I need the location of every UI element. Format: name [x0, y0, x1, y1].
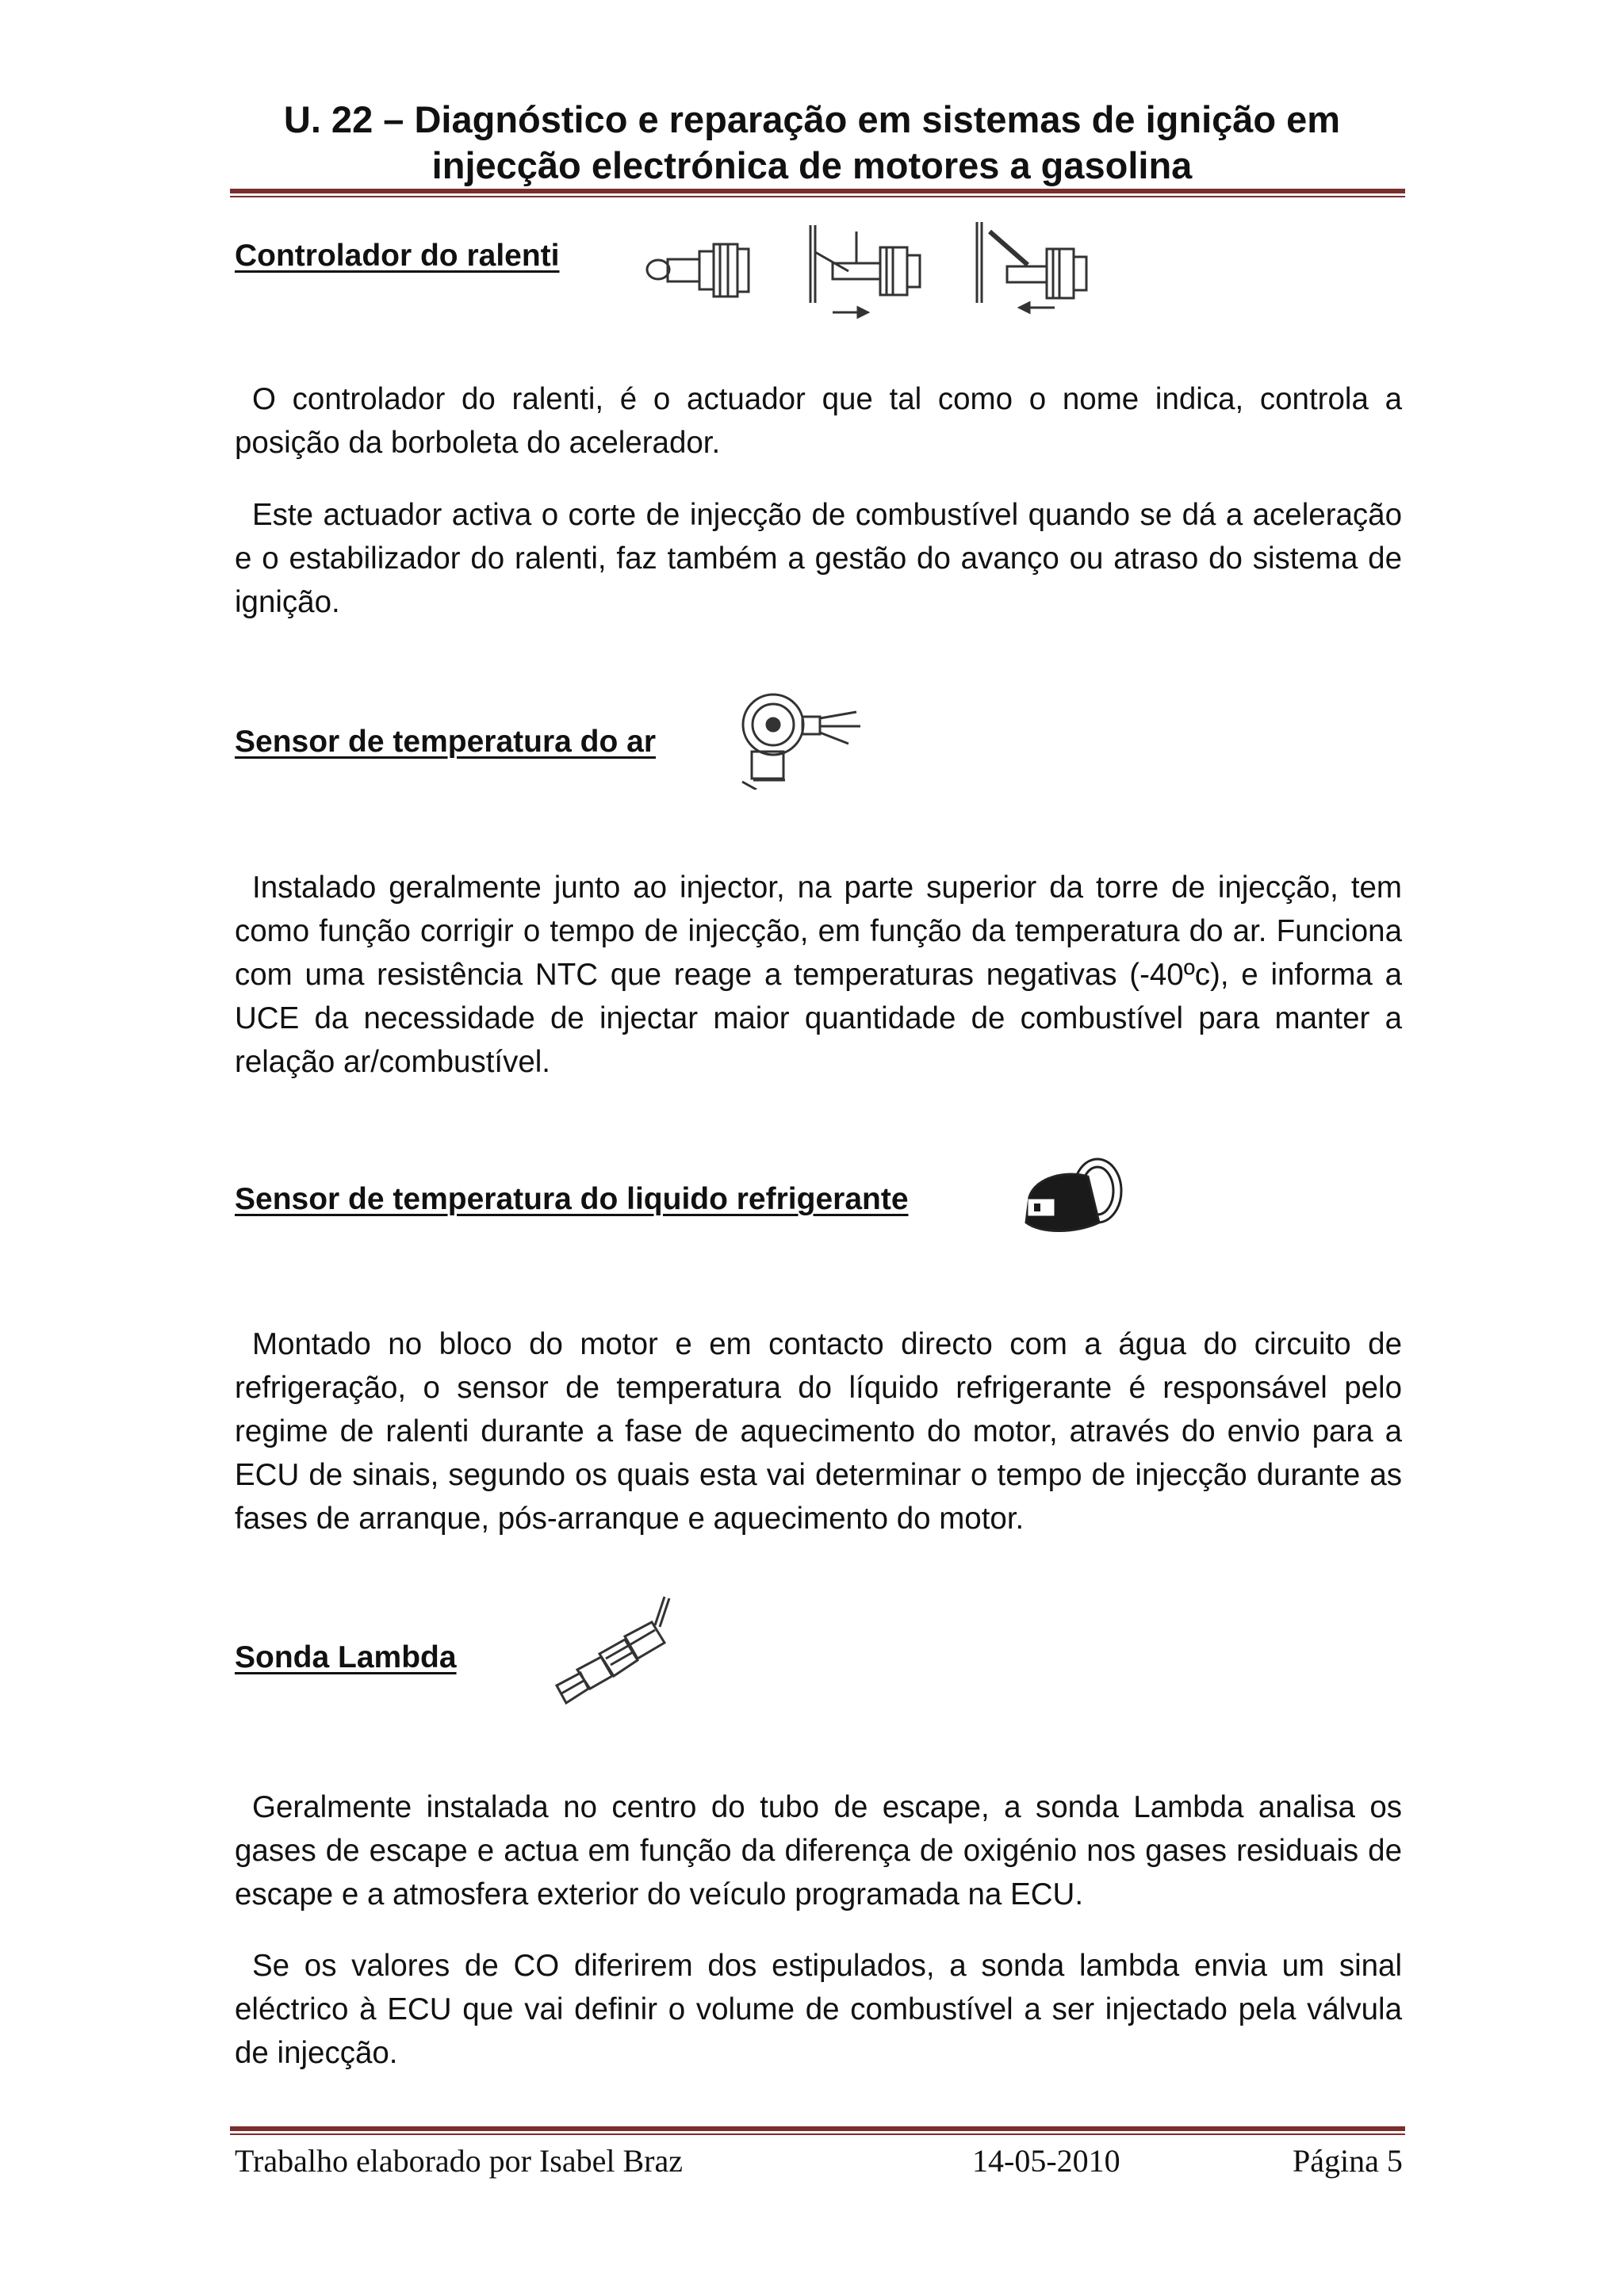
- section-title-lambda-probe: Sonda Lambda: [235, 1640, 457, 1674]
- section-title-air-temperature-sensor: Sensor de temperatura do ar: [235, 725, 656, 759]
- paragraph-idle-controller-1: O controlador do ralenti, é o actuador que tal como o nome indica, controla a posição da borboleta do acelerador.: [235, 382, 1402, 460]
- section-title-coolant-temperature-sensor: Sensor de temperatura do liquido refrigerante: [235, 1182, 909, 1216]
- footer-date: 14-05-2010: [972, 2143, 1120, 2179]
- idle-controller-icon: [634, 216, 1110, 327]
- document-header: [0, 97, 1624, 189]
- air-temperature-sensor-icon: [730, 687, 864, 790]
- paragraph-lambda-probe-2: Se os valores de CO diferirem dos estipulados, a sonda lambda envia um sinal eléctrico à ECU que vai definir o volume de combustível a ser injectado pela válvula de injecção.: [235, 1949, 1402, 2070]
- paragraph-lambda-probe-1: Geralmente instalada no centro do tubo de escape, a sonda Lambda analisa os gases de escape e actua em função da diferença de oxigénio nos gases residuais de escape e a atmosfera exterior do veículo programada na ECU.: [235, 1790, 1402, 1911]
- footer-author: Trabalho elaborado por Isabel Braz: [235, 2143, 683, 2179]
- coolant-temperature-sensor-icon: [1012, 1154, 1131, 1248]
- paragraph-coolant-temperature-sensor: Montado no bloco do motor e em contacto directo com a água do circuito de refrigeração, o sensor de temperatura do líquido refrigerante é responsável pelo regime de ralenti durante a fase de aquecimento do motor, através do envio para a ECU de sinais, segundo os quais esta vai determinar o tempo de injecção durante as fases de arranque, pós-arranque e aquecimento do motor.: [235, 1327, 1402, 1536]
- header-rule: [230, 189, 1405, 198]
- lambda-probe-icon: [546, 1590, 688, 1725]
- paragraph-idle-controller-2: Este actuador activa o corte de injecção de combustível quando se dá a aceleração e o estabilizador do ralenti, faz também a gestão do avanço ou atraso do sistema de ignição.: [235, 498, 1402, 619]
- footer-rule: [230, 2126, 1405, 2136]
- paragraph-air-temperature-sensor: Instalado geralmente junto ao injector, na parte superior da torre de injecção, tem como função corrigir o tempo de injecção, em função da temperatura do ar. Funciona com uma resistência NTC que reage a temperaturas negativas (-40ºc), e informa a UCE da necessidade de injectar maior quantidade de combustível para manter a relação ar/combustível.: [235, 871, 1402, 1079]
- header-title-line-2: injecção electrónica de motores a gasolina: [431, 144, 1193, 186]
- header-title-line-1: U. 22 – Diagnóstico e reparação em sistemas de ignição em: [283, 98, 1341, 140]
- section-title-idle-controller: Controlador do ralenti: [235, 239, 560, 273]
- footer-page-number: Página 5: [1293, 2143, 1403, 2179]
